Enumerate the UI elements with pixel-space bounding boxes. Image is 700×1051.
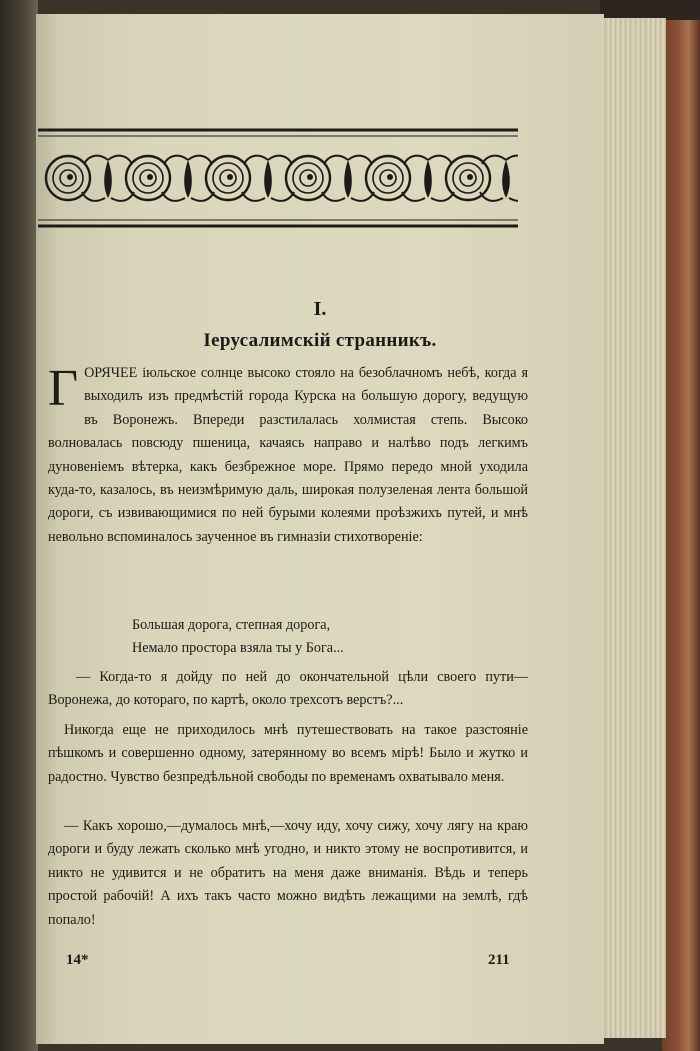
book-cover-right: [662, 20, 700, 1051]
drop-cap-letter: Г: [48, 360, 79, 417]
paragraph-4: — Какъ хорошо,—думалось мнѣ,—хочу иду, хочу сижу, хочу лягу на краю дороги и буду лежать сколько мнѣ угодно, и никто этому не воспротивится, и никто не удивится и не обратитъ на меня даже вниманія. Вѣдь и теперь простой рабочій! А ихъ такъ часто можно видѣть лежащими на землѣ, гдѣ попало!: [48, 818, 528, 928]
chapter-title: Іерусалимскій странникъ.: [203, 330, 437, 351]
paragraph-2: — Когда-то я дойду по ней до окончательной цѣли своего пути—Воронежа, до котораго, по картѣ, около трехсотъ верстъ?...: [48, 669, 528, 709]
paragraph-1-text: ОРЯЧЕЕ іюльское солнце высоко стояло на безоблачномъ небѣ, когда я выходилъ изъ предмѣстій города Курска на большую дорогу, ведущую въ Воронежъ. Впереди разстилалась холмистая степь. Высоко волновалась повсюду пшеница, качаясь направо и налѣво подъ легкимъ дуновеніемъ вѣтерка, какъ безбрежное море. Прямо передо мной уходила куда-то, казалось, въ неизмѣримую даль, широкая полузеленая лента большой дороги, съ извивающимися по ней бурыми колеями проѣзжихъ путей, и мнѣ невольно вспоминалось заученное въ гимназіи стихотвореніе:: [48, 365, 528, 545]
book-binding-left: [0, 0, 38, 1051]
decorative-ornament-header: [38, 126, 518, 230]
page-edges: [602, 18, 666, 1038]
verse-line-2: Немало простора взяла ты у Бога...: [132, 640, 344, 656]
paragraph-1: [48, 362, 528, 549]
signature-mark: 14*: [66, 952, 89, 968]
chapter-number: I.: [313, 298, 327, 320]
book-page: [36, 14, 604, 1044]
paragraph-3: Никогда еще не приходилось мнѣ путешествовать на такое разстояніе пѣшкомъ и совершенно одному, затерянному во всемъ мірѣ! Было и жутко и радостно. Чувство безпредѣльной свободы по временамъ охватывало меня.: [48, 722, 528, 785]
page-number: 211: [488, 952, 510, 968]
verse-line-1: Большая дорога, степная дорога,: [132, 617, 331, 633]
